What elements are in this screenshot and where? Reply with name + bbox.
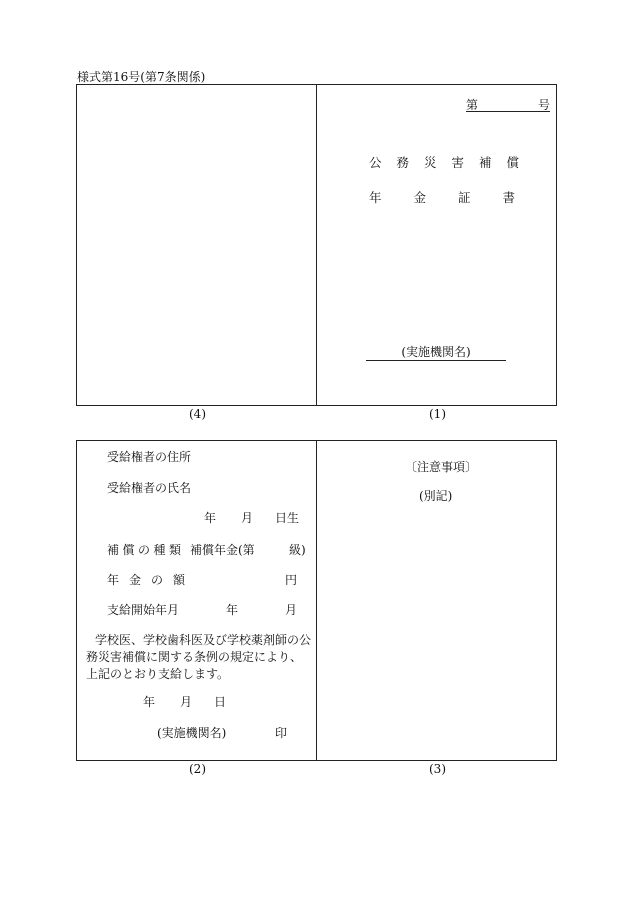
comp-type-grade: 級): [289, 543, 306, 557]
top-agency: (実施機関名): [366, 343, 506, 361]
bottom-panel-divider: [316, 440, 317, 761]
notes-sub: (別記): [419, 489, 453, 503]
heading-line2: 年金証書: [369, 190, 548, 205]
label-1: (1): [429, 407, 446, 421]
date-month: 月: [180, 695, 193, 709]
date-day: 日: [214, 695, 227, 709]
notes-heading: 〔注意事項〕: [405, 460, 478, 474]
number-suffix: 号: [537, 98, 550, 112]
pension-amount-label: 年金の額: [107, 573, 196, 587]
birth-year: 年: [204, 511, 217, 525]
yen-label: 円: [285, 573, 298, 587]
body-text: 学校医、学校歯科医及び学校薬剤師の公務災害補償に関する条例の規定により、上記のとおり支給します。: [86, 633, 312, 681]
heading-line1: 公務災害補償: [369, 155, 535, 170]
number-prefix: 第: [466, 98, 479, 112]
label-2: (2): [189, 762, 206, 776]
date-year: 年: [143, 695, 156, 709]
label-4: (4): [189, 407, 206, 421]
name-label: 受給権者の氏名: [107, 481, 192, 495]
address-label: 受給権者の住所: [107, 450, 192, 464]
birth-day: 日生: [275, 511, 300, 525]
start-year: 年: [226, 603, 239, 617]
top-panel-divider: [316, 84, 317, 406]
form-title: 様式第16号(第7条関係): [77, 70, 206, 84]
bottom-agency: (実施機関名): [157, 726, 227, 740]
seal-mark: 印: [275, 726, 288, 740]
label-3: (3): [429, 762, 446, 776]
birth-month: 月: [241, 511, 254, 525]
comp-type-value: 補償年金(第: [190, 543, 255, 557]
certificate-number: [466, 96, 550, 112]
start-label: 支給開始年月: [107, 603, 180, 617]
comp-type-label: 補償の種類: [107, 543, 185, 557]
start-month: 月: [285, 603, 298, 617]
